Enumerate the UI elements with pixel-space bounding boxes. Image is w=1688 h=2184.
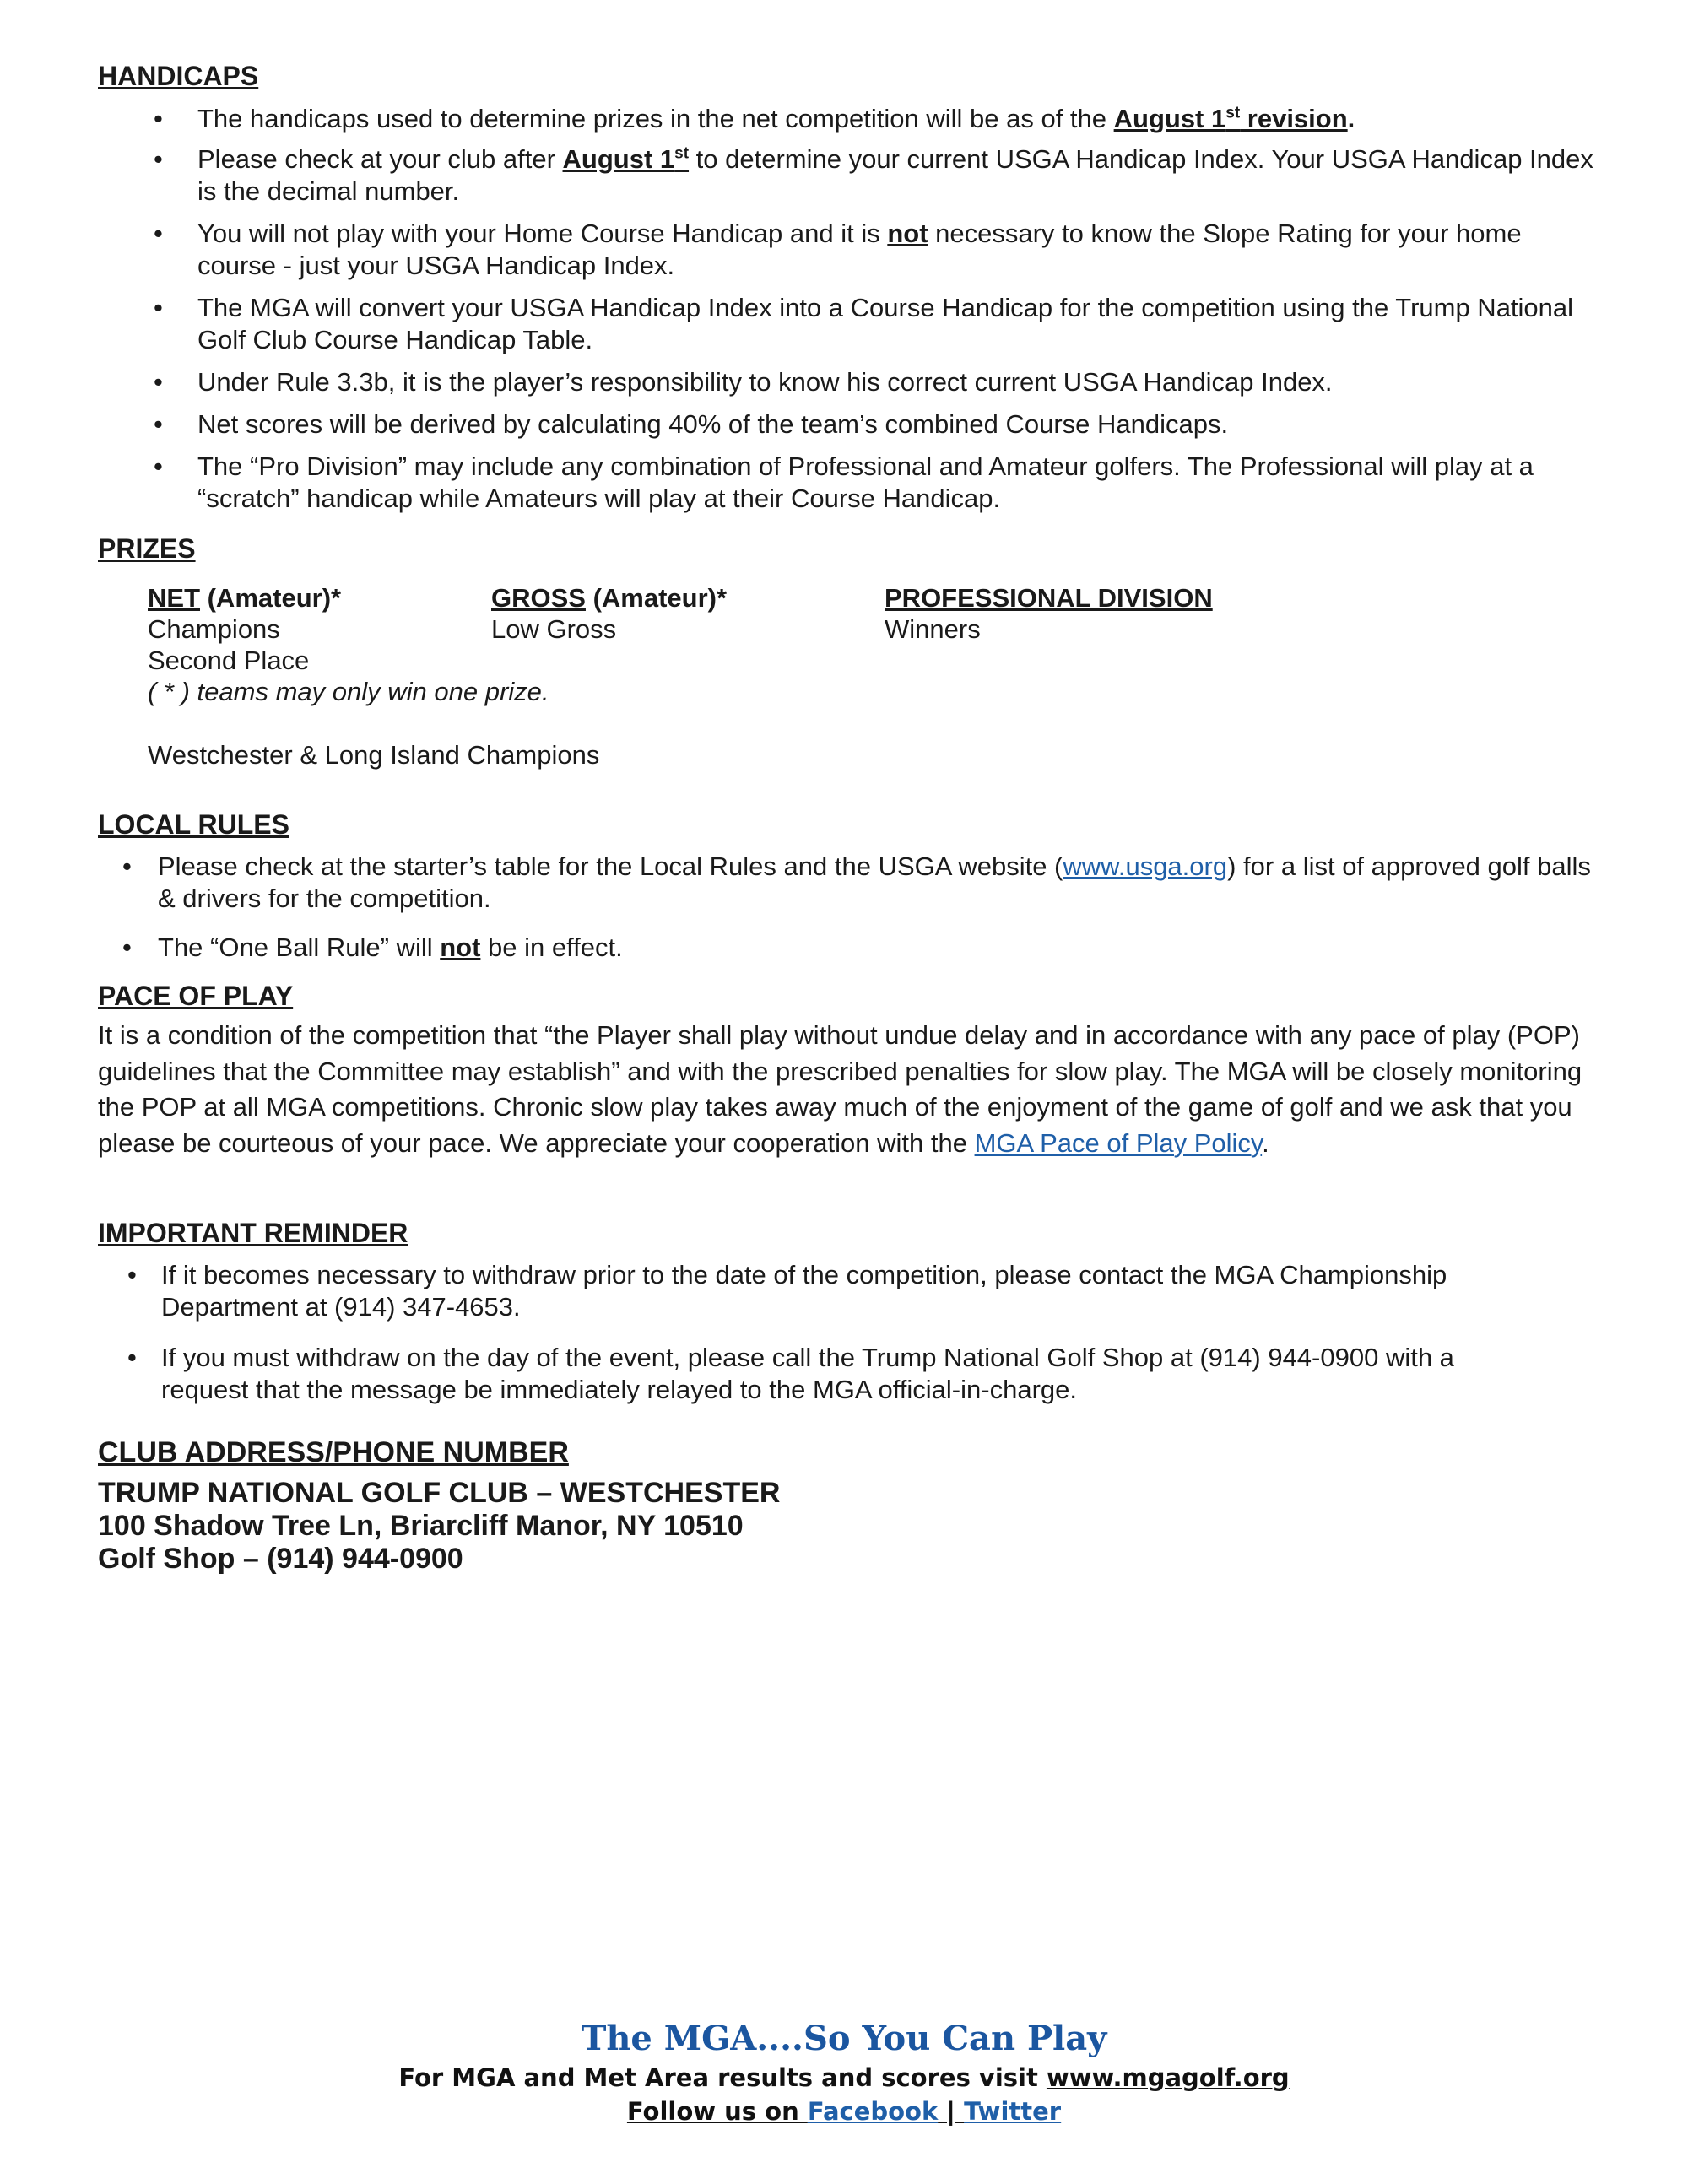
list-item: • The “Pro Division” may include any combination of Professional and Amateur golfers. The Professional will play at a “scratch” handicap while Amateurs will play at their Course Handicap. (154, 451, 1534, 513)
regional-prize: Westchester & Long Island Champions (148, 740, 600, 770)
list-item: • Please check at the starter’s table for the Local Rules and the USGA website (www.usga.org) for a list of approved golf balls & drivers for the competition. (122, 851, 1591, 913)
gross-subheading: (Amateur)* (585, 583, 728, 613)
text: ) for a list of approved golf balls & drivers for the competition. (158, 851, 1591, 913)
list-item: • The MGA will convert your USGA Handicap Index into a Course Handicap for the competition using the Trump National Golf Club Course Handicap Table. (154, 293, 1574, 354)
local-rules-list (122, 851, 1601, 964)
reminder-heading: IMPORTANT REMINDER (98, 1218, 408, 1248)
text: be in effect. (480, 933, 623, 962)
text: to determine your current USGA Handicap Index. Your USGA Handicap Index is the decimal number. (197, 144, 1593, 206)
mgagolf-link[interactable]: www.mgagolf.org (1046, 2063, 1290, 2092)
emphasis: August 1st (562, 144, 690, 174)
club-name: TRUMP NATIONAL GOLF CLUB – WESTCHESTER (98, 1477, 781, 1509)
footer-visit-line (0, 2061, 1688, 2095)
text: necessary to know the Slope Rating for your home course - just your USGA Handicap Index. (197, 219, 1522, 280)
twitter-link[interactable]: Twitter (964, 2097, 1062, 2126)
list-item: • Under Rule 3.3b, it is the player’s responsibility to know his correct current USGA Handicap Index. (154, 367, 1333, 397)
handicaps-list (154, 103, 1599, 515)
list-item: • If it becomes necessary to withdraw prior to the date of the competition, please contact the MGA Championship Department at (914) 347-4653. (127, 1260, 1447, 1322)
pro-prize-column (885, 582, 1213, 645)
list-item: • The “One Ball Rule” will not be in effect. (122, 933, 623, 962)
facebook-link[interactable]: Facebook (807, 2097, 939, 2126)
pro-heading: PROFESSIONAL DIVISION (885, 583, 1213, 613)
list-item: • Please check at your club after August 1st to determine your current USGA Handicap Index. Your USGA Handicap Index is the decimal number. (154, 144, 1593, 206)
reminder-list (127, 1259, 1537, 1406)
club-heading: CLUB ADDRESS/PHONE NUMBER (98, 1436, 569, 1468)
text: . (1347, 104, 1355, 133)
text: The “One Ball Rule” will (158, 933, 441, 962)
prizes-heading: PRIZES (98, 533, 196, 564)
club-address-block (98, 1477, 780, 1576)
emphasis: not (440, 933, 481, 962)
text: The MGA will convert your USGA Handicap Index into a Course Handicap for the competition using the Trump National Golf Club Course Handicap Table. (197, 293, 1574, 354)
emphasis: August 1st revision (1113, 104, 1348, 133)
text: You will not play with your Home Course Handicap and it is (197, 219, 888, 248)
text: If you must withdraw on the day of the event, please call the Trump National Golf Shop at (914) 944-0900 with a request that the message be immediately relayed to the MGA official-in-charge. (161, 1343, 1454, 1404)
net-subheading: (Amateur)* (200, 583, 342, 613)
prize-item: Second Place (148, 646, 310, 675)
club-address: 100 Shadow Tree Ln, Briarcliff Manor, NY 10510 (98, 1510, 744, 1542)
local-rules-heading: LOCAL RULES (98, 809, 289, 840)
text: Net scores will be derived by calculating 40% of the team’s combined Course Handicaps. (197, 409, 1229, 439)
list-item: • If you must withdraw on the day of the event, please call the Trump National Golf Shop at (914) 944-0900 with a request that the message be immediately relayed to the MGA official-in-charge. (127, 1343, 1454, 1404)
emphasis: not (887, 219, 928, 248)
text: It is a condition of the competition that “the Player shall play without undue delay and in accordance with any pace of play (POP) guidelines that the Committee may establish” and with the prescribed penalties for slow play. The MGA will be closely monitoring the POP at all MGA competitions. Chronic slow play takes away much of the enjoyment of the game of golf and we ask that you please be courteous of your pace. We appreciate your cooperation with the (98, 1020, 1582, 1158)
text: Please check at the starter’s table for the Local Rules and the USGA website ( (158, 851, 1063, 881)
pace-heading: PACE OF PLAY (98, 981, 294, 1011)
footer-tagline: The MGA....So You Can Play (581, 2019, 1107, 2058)
prize-note: ( * ) teams may only win one prize. (148, 677, 549, 706)
text: . (1262, 1127, 1269, 1158)
gross-prize-column (491, 582, 727, 645)
pace-policy-link[interactable]: MGA Pace of Play Policy (974, 1127, 1263, 1158)
prize-item: Champions (148, 614, 280, 644)
net-heading: NET (148, 583, 200, 613)
handicaps-heading: HANDICAPS (98, 61, 259, 91)
footer-follow-line (0, 2095, 1688, 2128)
club-phone: Golf Shop – (914) 944-0900 (98, 1543, 463, 1575)
text: The “Pro Division” may include any combination of Professional and Amateur golfers. The Professional will play at a “scratch” handicap while Amateurs will play at their Course Handicap. (197, 451, 1534, 513)
text: Under Rule 3.3b, it is the player’s responsibility to know his correct current USGA Handicap Index. (197, 367, 1333, 397)
pace-paragraph (98, 1018, 1600, 1161)
text: For MGA and Met Area results and scores visit (398, 2063, 1047, 2092)
gross-heading: GROSS (491, 583, 586, 613)
footer (0, 2017, 1688, 2128)
separator: | (938, 2097, 965, 2126)
list-item: • The handicaps used to determine prizes in the net competition will be as of the August 1st revision. (154, 104, 1355, 133)
text: Please check at your club after (197, 144, 563, 174)
prize-item: Winners (885, 614, 981, 644)
list-item: • You will not play with your Home Course Handicap and it is not necessary to know the Slope Rating for your home course - just your USGA Handicap Index. (154, 219, 1522, 280)
list-item: • Net scores will be derived by calculating 40% of the team’s combined Course Handicaps. (154, 409, 1229, 439)
text: If it becomes necessary to withdraw prior to the date of the competition, please contact the MGA Championship Department at (914) 347-4653. (161, 1260, 1447, 1322)
usga-link[interactable]: www.usga.org (1063, 851, 1228, 881)
text: The handicaps used to determine prizes in the net competition will be as of the (197, 104, 1114, 133)
prize-item: Low Gross (491, 614, 617, 644)
text: Follow us on (626, 2097, 808, 2126)
